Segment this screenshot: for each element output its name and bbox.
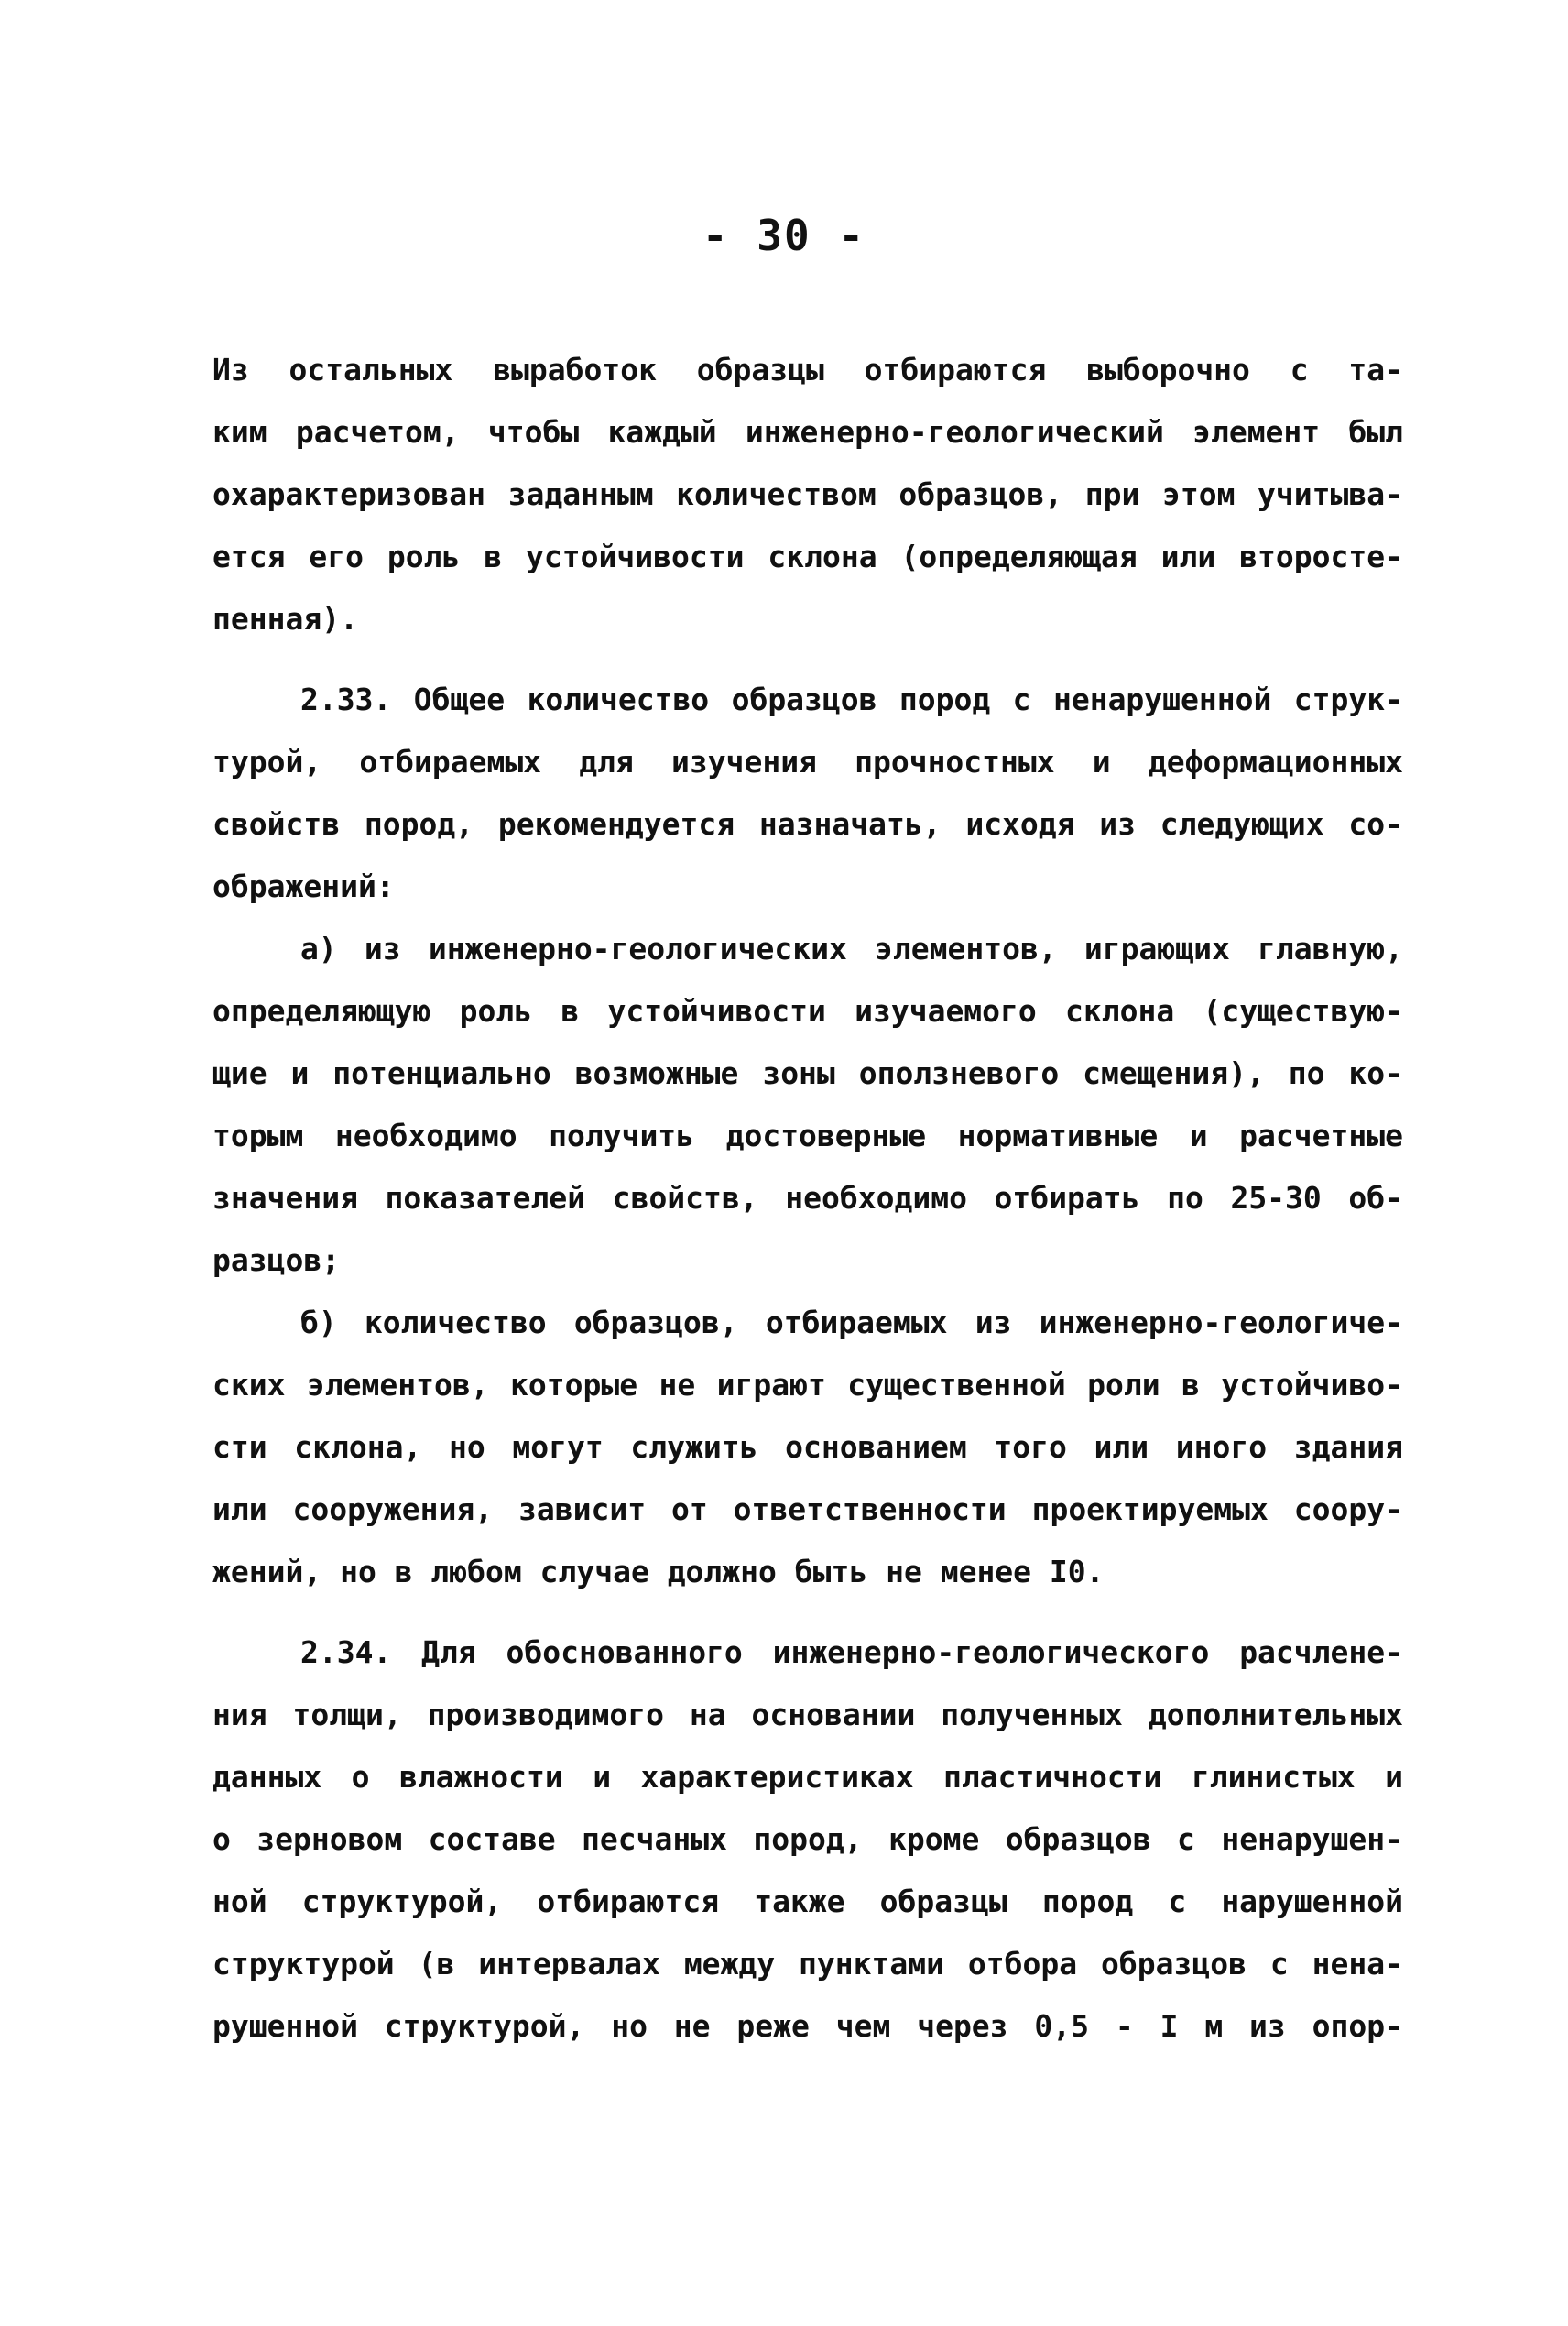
paragraph-2-34 <box>212 1622 1403 2058</box>
page-number: - 30 - <box>702 211 866 260</box>
text-line: значения показателей свойств, необходимо отбирать по 25-30 об- <box>212 1180 1403 1216</box>
text-line: пенная). <box>212 601 358 637</box>
text-line: 2.33. Общее количество образцов пород с ненарушенной струк- <box>300 682 1403 717</box>
text-line: структурой (в интервалах между пунктами отбора образцов с нена- <box>212 1946 1403 1982</box>
text-line: ется его роль в устойчивости склона (определяющая или второсте- <box>212 539 1403 574</box>
text-line: ских элементов, которые не играют существенной роли в устойчиво- <box>212 1367 1403 1403</box>
text-line: жений, но в любом случае должно быть не менее I0. <box>212 1554 1105 1589</box>
paragraph <box>212 339 1403 650</box>
text-line: 2.34. Для обоснованного инженерно-геологического расчлене- <box>300 1634 1403 1670</box>
paragraph-2-33 <box>212 669 1403 918</box>
text-line: Из остальных выработок образцы отбираются выборочно с та- <box>212 352 1403 388</box>
text-line: ния толщи, производимого на основании полученных дополнительных <box>212 1697 1403 1732</box>
text-line: торым необходимо получить достоверные нормативные и расчетные <box>212 1118 1403 1153</box>
text-line: свойств пород, рекомендуется назначать, исходя из следующих со- <box>212 806 1403 842</box>
text-line: ображений: <box>212 868 395 904</box>
text-line: определяющую роль в устойчивости изучаемого склона (существую- <box>212 993 1403 1029</box>
text-line: щие и потенциально возможные зоны оползневого смещения), по ко- <box>212 1055 1403 1091</box>
text-line: ной структурой, отбираются также образцы пород с нарушенной <box>212 1884 1403 1919</box>
text-line: сти склона, но могут служить основанием того или иного здания <box>212 1429 1403 1465</box>
text-line: б) количество образцов, отбираемых из инженерно-геологиче- <box>300 1305 1403 1340</box>
text-line: ким расчетом, чтобы каждый инженерно-геологический элемент был <box>212 414 1403 450</box>
paragraph-item-a <box>212 918 1403 1292</box>
text-line: разцов; <box>212 1242 341 1278</box>
paragraph-item-b <box>212 1292 1403 1603</box>
text-line: турой, отбираемых для изучения прочностных и деформационных <box>212 744 1403 780</box>
document-body <box>212 339 1403 2058</box>
text-line: рушенной структурой, но не реже чем через 0,5 - I м из опор- <box>212 2008 1403 2044</box>
text-line: или сооружения, зависит от ответственности проектируемых соору- <box>212 1491 1403 1527</box>
text-line: охарактеризован заданным количеством образцов, при этом учитыва- <box>212 476 1403 512</box>
text-line: о зерновом составе песчаных пород, кроме образцов с ненарушен- <box>212 1821 1403 1857</box>
text-line: а) из инженерно-геологических элементов, играющих главную, <box>300 931 1403 966</box>
text-line: данных о влажности и характеристиках пластичности глинистых и <box>212 1759 1403 1795</box>
